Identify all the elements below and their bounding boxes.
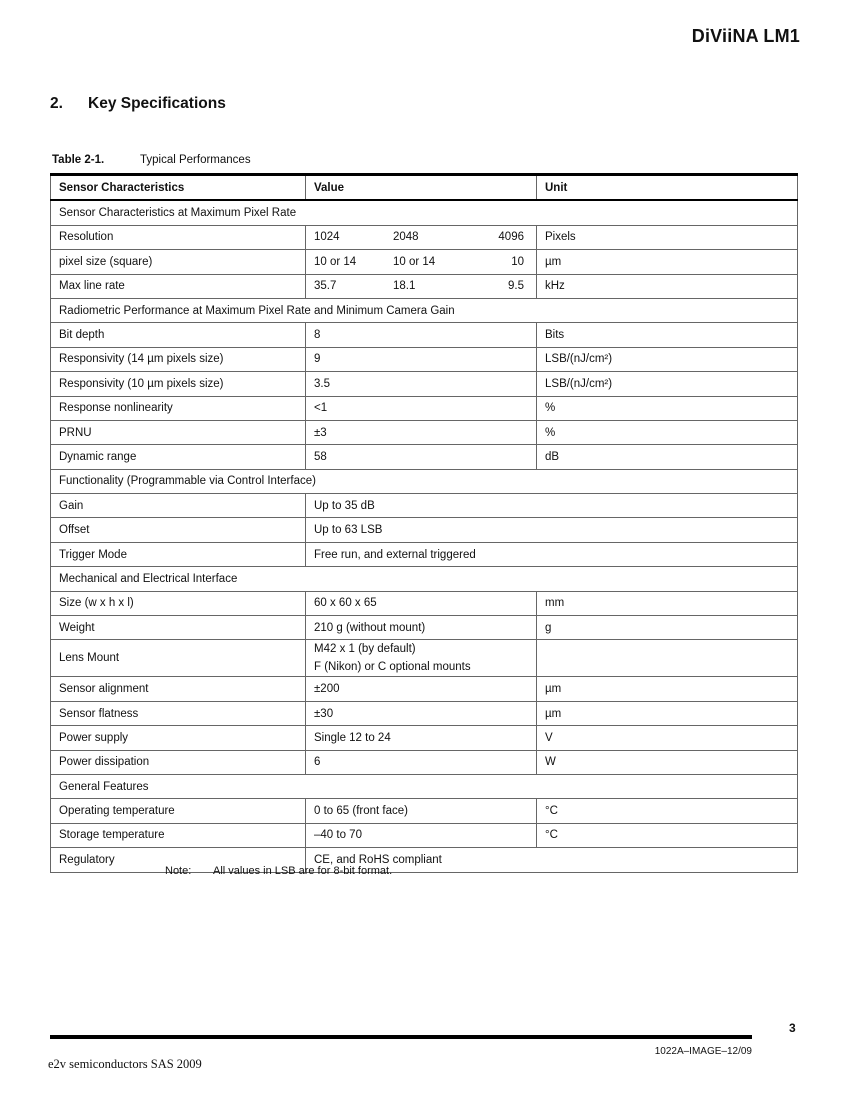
spec-unit: mm	[537, 591, 798, 615]
column-header: Sensor Characteristics	[51, 175, 306, 201]
spec-unit: %	[537, 420, 798, 444]
spec-value	[306, 640, 537, 677]
spec-row	[51, 799, 798, 823]
spec-value: Up to 63 LSB	[306, 518, 798, 542]
table-note	[165, 865, 392, 877]
spec-value: 3.5	[306, 372, 537, 396]
spec-row	[51, 701, 798, 725]
multi-value	[314, 280, 528, 292]
section-label: Functionality (Programmable via Control Interface)	[51, 469, 798, 493]
spec-unit: Pixels	[537, 225, 798, 249]
spec-unit: W	[537, 750, 798, 774]
spec-label: Resolution	[51, 225, 306, 249]
spec-value: CE, and RoHS compliant	[306, 848, 798, 872]
spec-row	[51, 591, 798, 615]
spec-value: Free run, and external triggered	[306, 542, 798, 566]
spec-value: 0 to 65 (front face)	[306, 799, 537, 823]
spec-label: Dynamic range	[51, 445, 306, 469]
spec-row	[51, 518, 798, 542]
spec-row	[51, 616, 798, 640]
spec-unit: °C	[537, 799, 798, 823]
footer-rule	[50, 1035, 752, 1039]
spec-value: Single 12 to 24	[306, 726, 537, 750]
spec-row	[51, 250, 798, 274]
spec-subvalue: 2048	[393, 231, 419, 244]
spec-row	[51, 726, 798, 750]
spec-value: 58	[306, 445, 537, 469]
spec-unit: dB	[537, 445, 798, 469]
spec-label: Responsivity (10 µm pixels size)	[51, 372, 306, 396]
section-row	[51, 469, 798, 493]
spec-value: <1	[306, 396, 537, 420]
spec-value: ±30	[306, 701, 537, 725]
spec-unit: g	[537, 616, 798, 640]
spec-label: Operating temperature	[51, 799, 306, 823]
spec-unit: µm	[537, 250, 798, 274]
spec-subvalue: 18.1	[393, 280, 416, 293]
spec-subvalue: 35.7	[314, 280, 337, 293]
section-row	[51, 200, 798, 225]
spec-value	[306, 225, 537, 249]
spec-label: Weight	[51, 616, 306, 640]
spec-label: pixel size (square)	[51, 250, 306, 274]
spec-row	[51, 372, 798, 396]
spec-value: ±3	[306, 420, 537, 444]
column-header: Unit	[537, 175, 798, 201]
spec-value: 210 g (without mount)	[306, 616, 537, 640]
spec-table	[50, 173, 798, 873]
spec-value: Up to 35 dB	[306, 494, 798, 518]
spec-row	[51, 445, 798, 469]
spec-row	[51, 823, 798, 847]
spec-subvalue: 1024	[314, 231, 340, 244]
spec-row	[51, 848, 798, 872]
spec-unit	[537, 640, 798, 677]
spec-label: Gain	[51, 494, 306, 518]
table-caption-text: Typical Performances	[140, 154, 251, 166]
spec-row	[51, 750, 798, 774]
spec-subvalue: 10 or 14	[393, 255, 436, 268]
spec-label: Sensor alignment	[51, 677, 306, 701]
spec-label: Bit depth	[51, 323, 306, 347]
multi-value	[314, 256, 528, 268]
note-text: All values in LSB are for 8-bit format.	[213, 865, 393, 877]
table-label: Table 2-1.	[52, 154, 105, 166]
spec-label: Regulatory	[51, 848, 306, 872]
spec-row	[51, 542, 798, 566]
spec-label: Trigger Mode	[51, 542, 306, 566]
spec-label: Responsivity (14 µm pixels size)	[51, 347, 306, 371]
spec-value	[306, 274, 537, 298]
spec-label: Sensor flatness	[51, 701, 306, 725]
spec-row	[51, 420, 798, 444]
section-label: Sensor Characteristics at Maximum Pixel Rate	[51, 200, 798, 225]
spec-unit: %	[537, 396, 798, 420]
header-row	[51, 175, 798, 201]
spec-row	[51, 640, 798, 677]
spec-label: Max line rate	[51, 274, 306, 298]
spec-unit: V	[537, 726, 798, 750]
spec-unit: µm	[537, 677, 798, 701]
spec-value-line: M42 x 1 (by default)	[314, 643, 416, 656]
note-label: Note:	[165, 865, 192, 877]
spec-row	[51, 323, 798, 347]
spec-row	[51, 677, 798, 701]
table-caption	[52, 154, 251, 166]
spec-unit: LSB/(nJ/cm²)	[537, 347, 798, 371]
spec-value: ±200	[306, 677, 537, 701]
section-number: 2.	[50, 95, 63, 112]
spec-label: Storage temperature	[51, 823, 306, 847]
spec-value-line: F (Nikon) or C optional mounts	[314, 661, 471, 674]
spec-label: Power supply	[51, 726, 306, 750]
spec-row	[51, 494, 798, 518]
spec-row	[51, 274, 798, 298]
spec-value: 60 x 60 x 65	[306, 591, 537, 615]
doc-title: DiViiNA LM1	[691, 26, 800, 46]
copyright-line: e2v semiconductors SAS 2009	[48, 1057, 202, 1071]
doc-code: 1022A–IMAGE–12/09	[654, 1046, 752, 1057]
spec-unit: Bits	[537, 323, 798, 347]
section-row	[51, 567, 798, 591]
section-heading	[50, 95, 226, 113]
spec-label: Offset	[51, 518, 306, 542]
spec-label: Size (w x h x l)	[51, 591, 306, 615]
spec-label: Power dissipation	[51, 750, 306, 774]
spec-subvalue: 4096	[498, 231, 524, 244]
spec-row	[51, 225, 798, 249]
column-header: Value	[306, 175, 537, 201]
spec-unit: kHz	[537, 274, 798, 298]
spec-subvalue: 9.5	[508, 280, 524, 293]
spec-unit: °C	[537, 823, 798, 847]
section-title: Key Specifications	[88, 95, 226, 112]
spec-row	[51, 396, 798, 420]
spec-subvalue: 10 or 14	[314, 255, 357, 268]
section-label: Mechanical and Electrical Interface	[51, 567, 798, 591]
section-row	[51, 774, 798, 798]
spec-unit: LSB/(nJ/cm²)	[537, 372, 798, 396]
spec-row	[51, 347, 798, 371]
page-number: 3	[789, 1021, 796, 1035]
section-row	[51, 298, 798, 322]
multi-value	[314, 231, 528, 243]
section-label: Radiometric Performance at Maximum Pixel Rate and Minimum Camera Gain	[51, 298, 798, 322]
spec-table-head	[51, 175, 798, 201]
spec-value: 6	[306, 750, 537, 774]
spec-label: Response nonlinearity	[51, 396, 306, 420]
spec-value: 9	[306, 347, 537, 371]
spec-label: PRNU	[51, 420, 306, 444]
spec-value: 8	[306, 323, 537, 347]
spec-unit: µm	[537, 701, 798, 725]
spec-value	[306, 250, 537, 274]
spec-value: –40 to 70	[306, 823, 537, 847]
spec-subvalue: 10	[511, 255, 524, 268]
spec-table-body	[51, 200, 798, 872]
section-label: General Features	[51, 774, 798, 798]
spec-label: Lens Mount	[51, 640, 306, 677]
